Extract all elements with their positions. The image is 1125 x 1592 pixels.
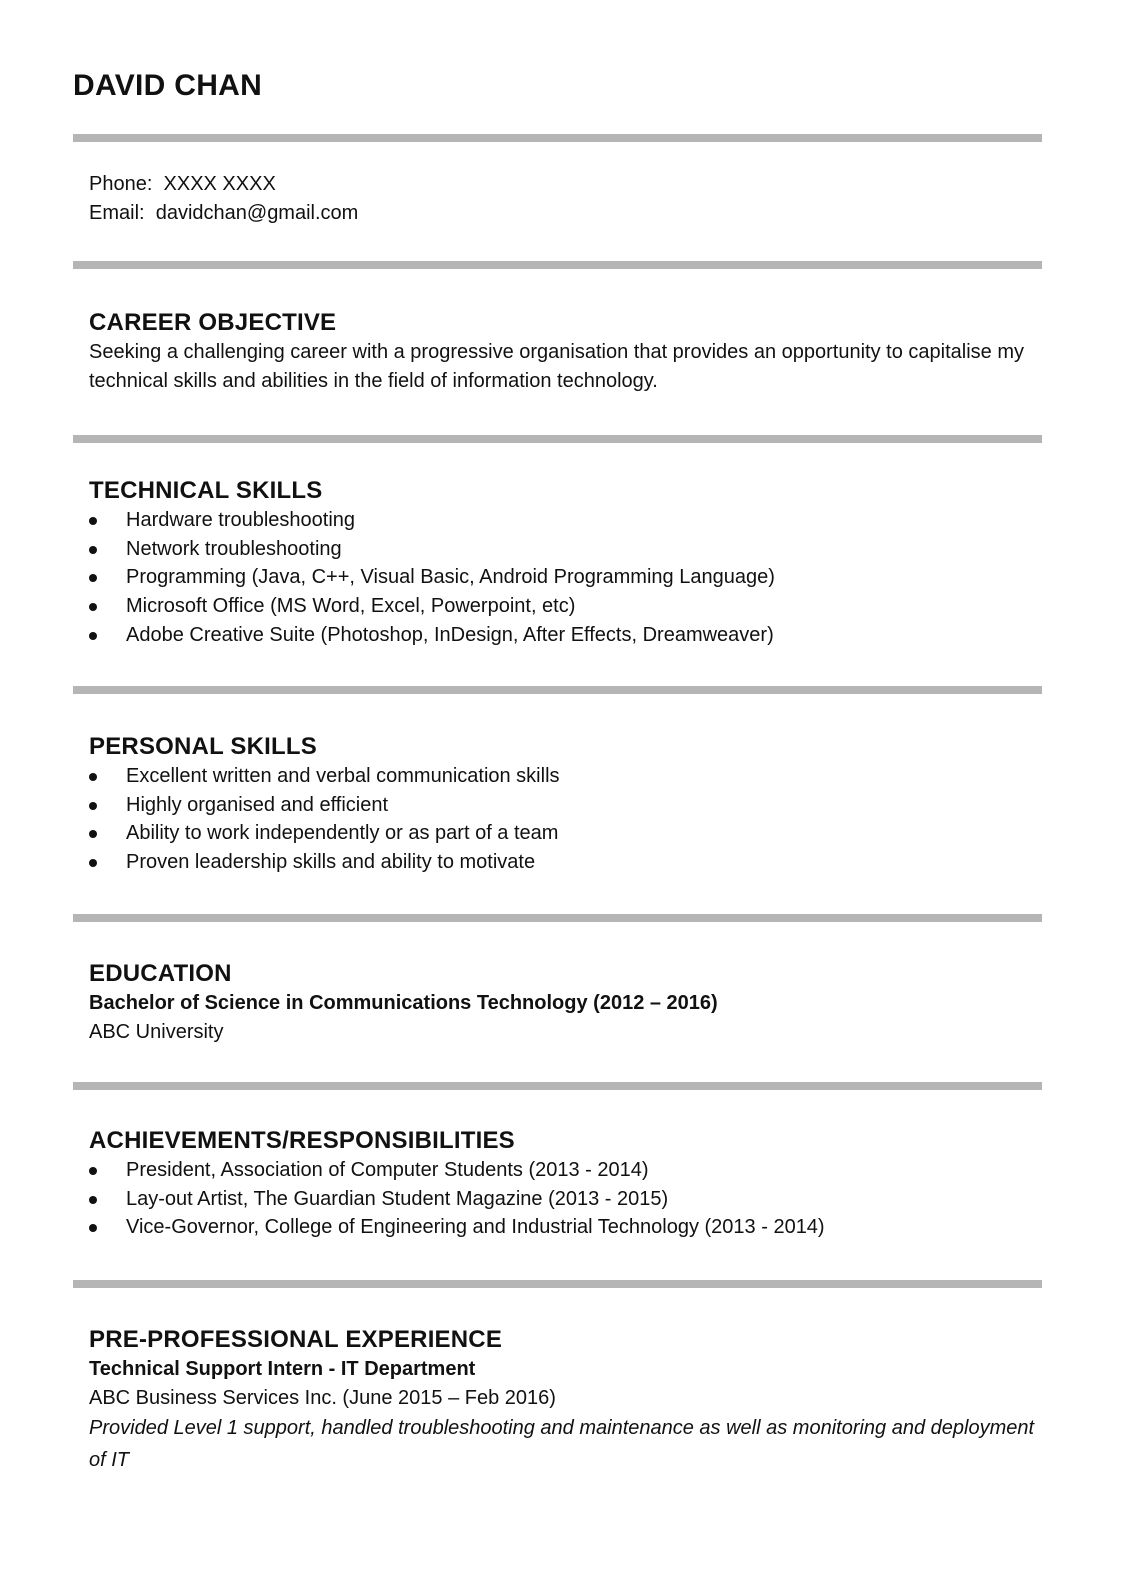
email-line bbox=[89, 199, 1055, 228]
bullet-icon bbox=[89, 1196, 97, 1204]
experience-heading: PRE-PROFESSIONAL EXPERIENCE bbox=[89, 1326, 503, 1353]
list-item-text: Adobe Creative Suite (Photoshop, InDesign, After Effects, Dreamweaver) bbox=[126, 623, 774, 646]
bullet-icon bbox=[89, 773, 97, 781]
education-heading: EDUCATION bbox=[89, 960, 232, 987]
list-item-text: Proven leadership skills and ability to motivate bbox=[126, 851, 536, 874]
education-degree: Bachelor of Science in Communications Technology (2012 – 2016) bbox=[89, 992, 718, 1014]
achievements-section bbox=[89, 1126, 1055, 1242]
section-divider bbox=[73, 1280, 1042, 1288]
bullet-icon bbox=[89, 802, 97, 810]
list-item-text: Lay-out Artist, The Guardian Student Magazine (2013 - 2015) bbox=[126, 1187, 669, 1210]
list-item bbox=[89, 563, 1055, 592]
bullet-icon bbox=[89, 574, 97, 582]
phone-label: Phone: bbox=[89, 173, 153, 195]
phone-value: XXXX XXXX bbox=[163, 173, 276, 195]
technical-skills-section bbox=[89, 476, 1055, 650]
career-objective-text: Seeking a challenging career with a progressive organisation that provides an opportunity to capitalise my technical skills and abilities in the field of information technology. bbox=[89, 341, 1024, 392]
experience-role: Technical Support Intern - IT Department bbox=[89, 1358, 476, 1380]
bullet-icon bbox=[89, 603, 97, 611]
personal-skills-section bbox=[89, 732, 1055, 877]
bullet-icon bbox=[89, 517, 97, 525]
bullet-icon bbox=[89, 1224, 97, 1232]
list-item-text: President, Association of Computer Students (2013 - 2014) bbox=[126, 1159, 649, 1181]
list-item bbox=[89, 1156, 1055, 1185]
list-item-text: Ability to work independently or as part of a team bbox=[126, 822, 559, 845]
list-item-text: Programming (Java, C++, Visual Basic, Android Programming Language) bbox=[126, 566, 775, 589]
achievements-heading: ACHIEVEMENTS/RESPONSIBILITIES bbox=[89, 1127, 515, 1154]
bullet-icon bbox=[89, 546, 97, 554]
list-item-text: Vice-Governor, College of Engineering and Industrial Technology (2013 - 2014) bbox=[126, 1216, 825, 1239]
email-label: Email: bbox=[89, 201, 145, 224]
personal-skills-heading: PERSONAL SKILLS bbox=[89, 733, 317, 760]
experience-section bbox=[89, 1325, 1055, 1476]
section-divider bbox=[73, 134, 1042, 142]
list-item bbox=[89, 1213, 1055, 1242]
phone-line bbox=[89, 170, 1055, 199]
education-school: ABC University bbox=[89, 1020, 224, 1043]
list-item-text: Hardware troubleshooting bbox=[126, 509, 356, 531]
list-item bbox=[89, 535, 1055, 564]
technical-skills-list bbox=[89, 506, 1055, 650]
email-value: davidchan@gmail.com bbox=[155, 201, 359, 224]
personal-skills-list bbox=[89, 762, 1055, 877]
list-item-text: Excellent written and verbal communication skills bbox=[126, 765, 560, 787]
section-divider bbox=[73, 261, 1042, 269]
list-item bbox=[89, 848, 1055, 877]
experience-company: ABC Business Services Inc. (June 2015 – Feb 2016) bbox=[89, 1386, 556, 1409]
career-objective-section bbox=[89, 308, 1055, 395]
technical-skills-heading: TECHNICAL SKILLS bbox=[89, 477, 323, 504]
experience-description: Provided Level 1 support, handled troubleshooting and maintenance as well as monitoring and deployment of IT bbox=[89, 1417, 1035, 1471]
bullet-icon bbox=[89, 830, 97, 838]
list-item bbox=[89, 621, 1055, 650]
section-divider bbox=[73, 686, 1042, 694]
list-item-text: Network troubleshooting bbox=[126, 537, 342, 560]
resume-name: DAVID CHAN bbox=[73, 69, 263, 102]
bullet-icon bbox=[89, 632, 97, 640]
contact-section bbox=[89, 170, 1055, 227]
list-item bbox=[89, 819, 1055, 848]
list-item-text: Highly organised and efficient bbox=[126, 793, 389, 816]
list-item bbox=[89, 762, 1055, 791]
education-section bbox=[89, 959, 1055, 1046]
bullet-icon bbox=[89, 1167, 97, 1175]
list-item bbox=[89, 791, 1055, 820]
section-divider bbox=[73, 435, 1042, 443]
list-item bbox=[89, 506, 1055, 535]
bullet-icon bbox=[89, 859, 97, 867]
section-divider bbox=[73, 1082, 1042, 1090]
list-item-text: Microsoft Office (MS Word, Excel, Powerpoint, etc) bbox=[126, 595, 576, 618]
section-divider bbox=[73, 914, 1042, 922]
list-item bbox=[89, 1185, 1055, 1214]
achievements-list bbox=[89, 1156, 1055, 1242]
career-objective-heading: CAREER OBJECTIVE bbox=[89, 309, 337, 336]
list-item bbox=[89, 592, 1055, 621]
